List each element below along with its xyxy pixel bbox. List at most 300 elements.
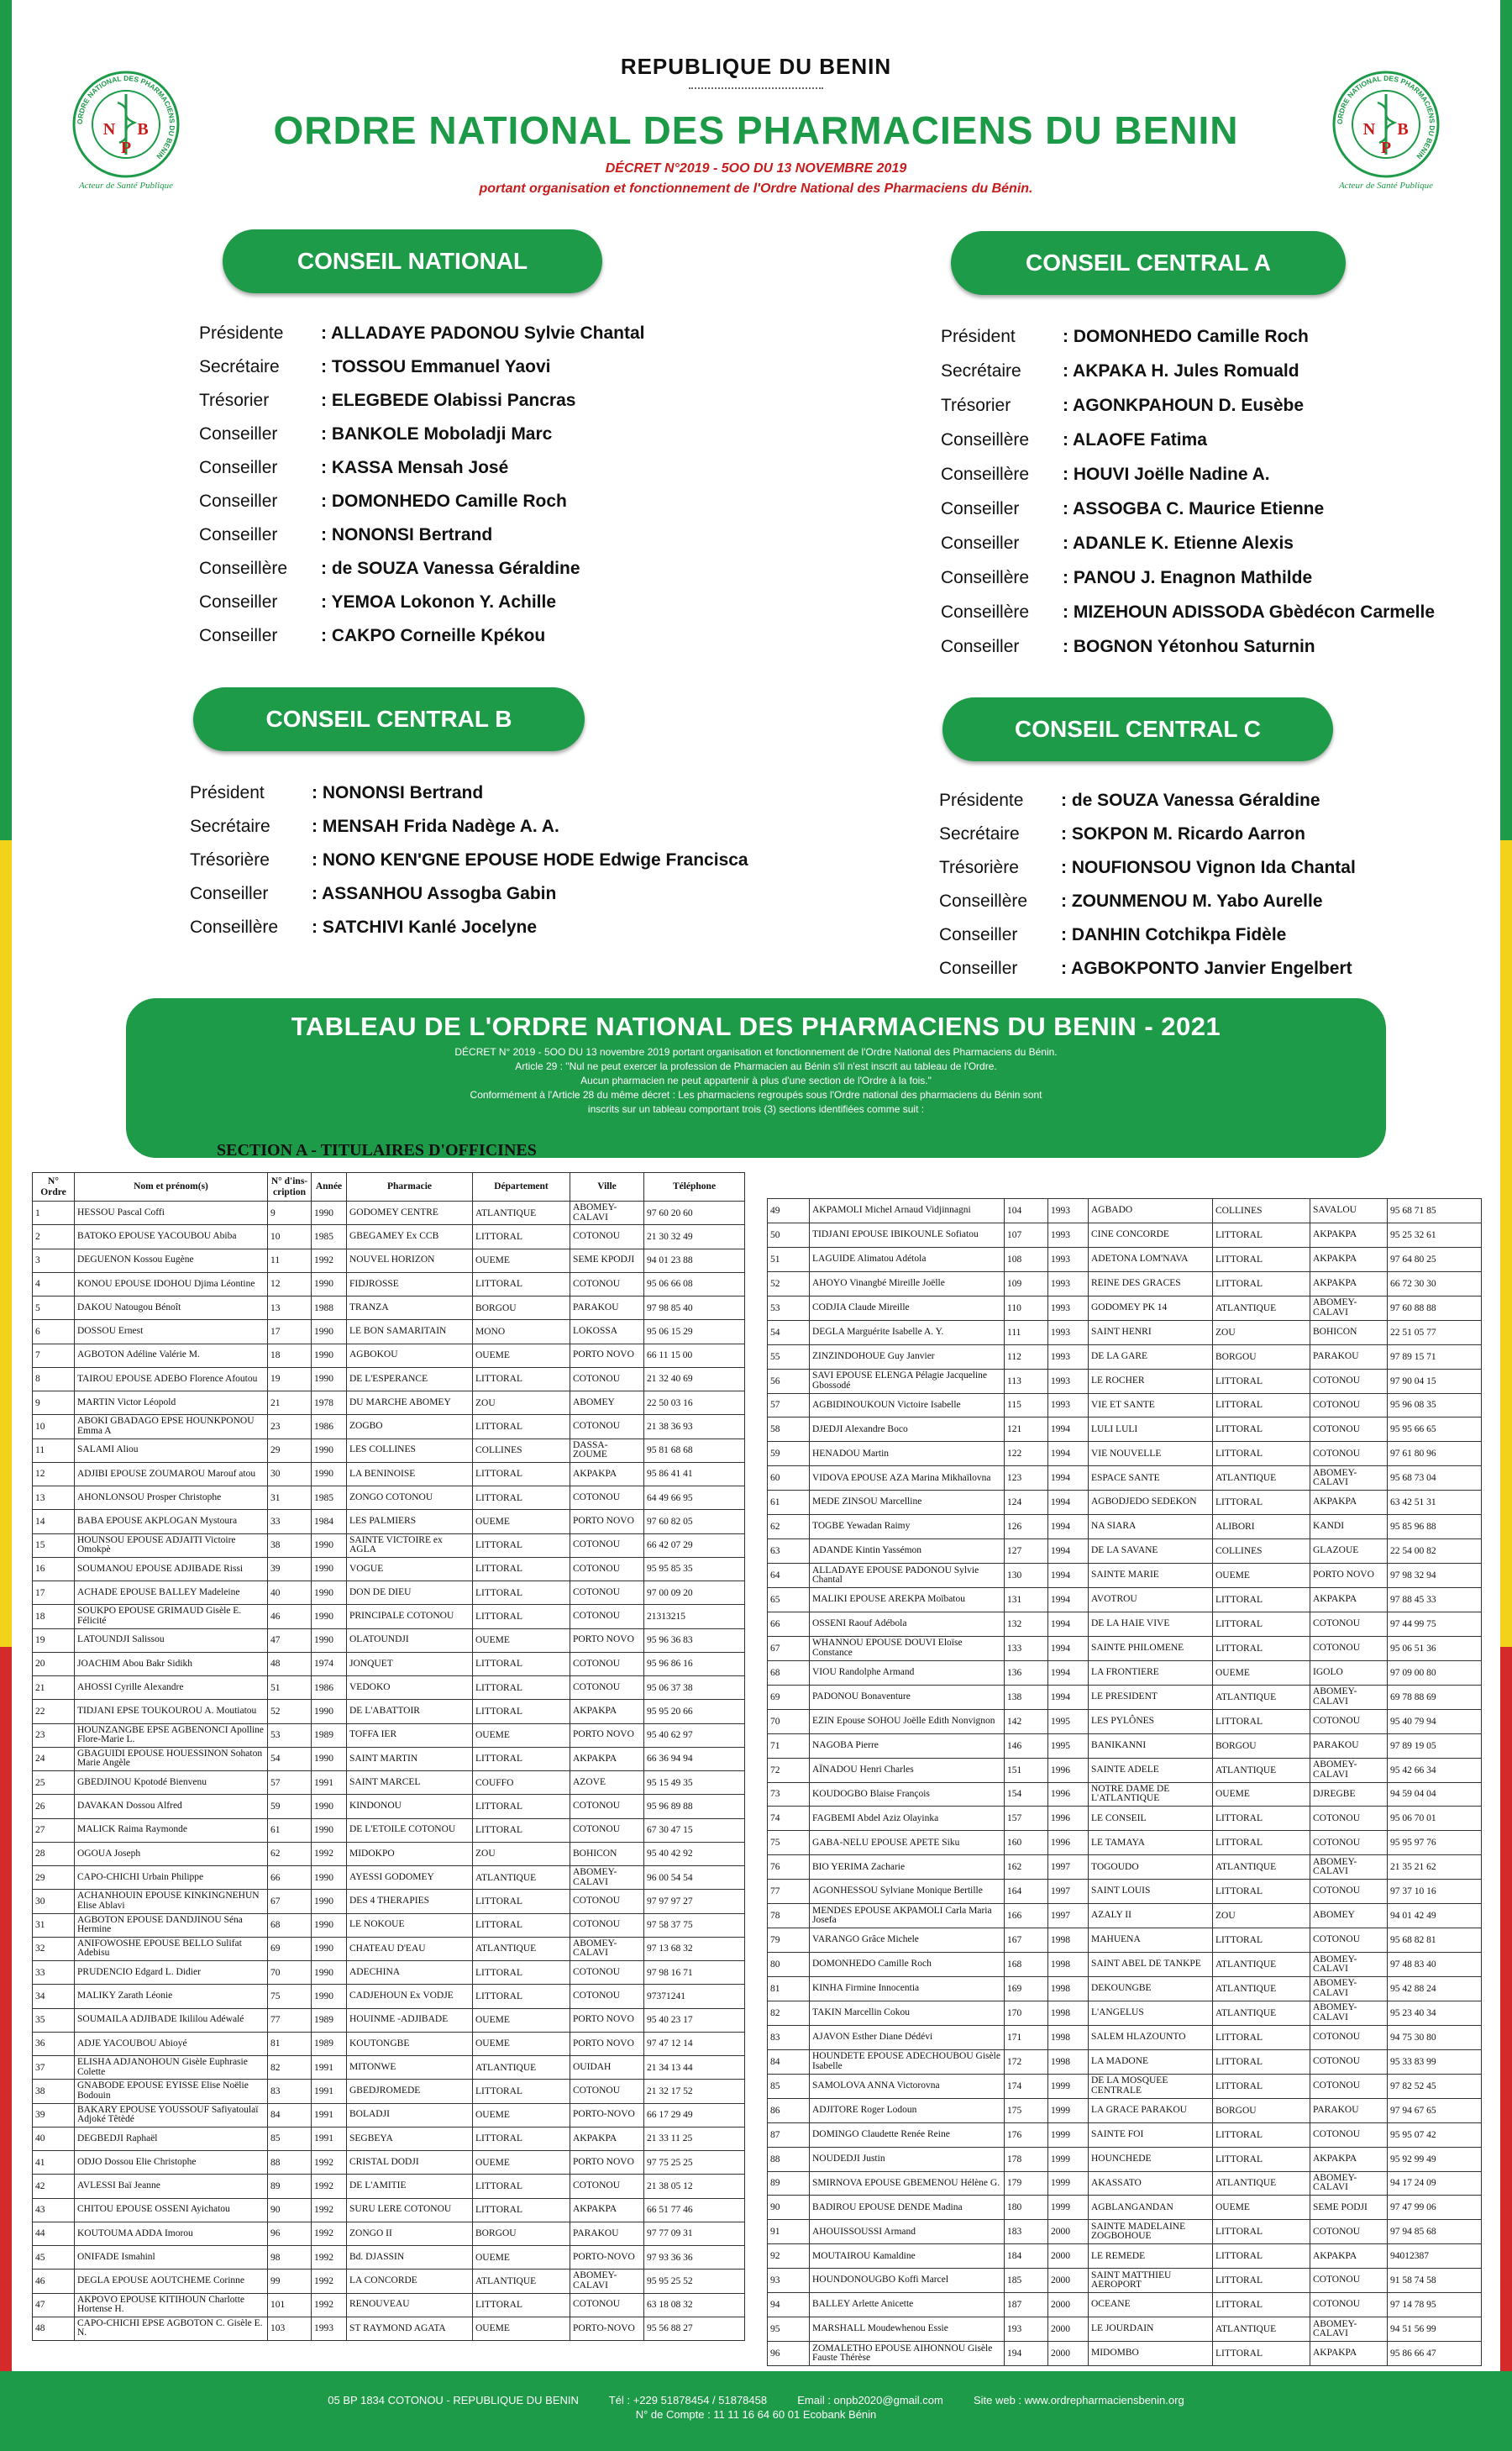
table-cell: 83	[268, 2080, 312, 2103]
table-cell: 1990	[312, 1913, 347, 1937]
table-cell: BORGOU	[1213, 1344, 1310, 1369]
member-name: : MIZEHOUN ADISSODA Gbèdécon Carmelle	[1063, 602, 1436, 622]
table-row	[768, 1782, 1482, 1807]
member-role: Conseiller	[941, 636, 1020, 656]
table-cell: SAINTE PHILOMENE	[1089, 1636, 1213, 1660]
table-cell: LITTORAL	[1213, 1612, 1310, 1636]
member-name: : ZOUNMENOU M. Yabo Aurelle	[1061, 892, 1323, 911]
table-cell: NOUDEDJI Justin	[810, 2147, 1005, 2171]
council-b-title: CONSEIL CENTRAL B	[193, 687, 585, 751]
table-cell: DE LA SAVANE	[1089, 1539, 1213, 1564]
table-cell: 1993	[1048, 1271, 1089, 1296]
table-cell: KANDI	[1310, 1515, 1388, 1539]
table-cell: 103	[268, 2317, 312, 2340]
table-cell: 21 38 36 93	[644, 1415, 745, 1439]
table-cell: 22 50 03 16	[644, 1391, 745, 1415]
member-role: Secrétaire	[939, 824, 1020, 844]
table-cell: COTONOU	[570, 1652, 644, 1675]
table-row	[768, 2147, 1482, 2171]
table-cell: KOUTOUMA ADDA Imorou	[75, 2222, 268, 2245]
table-row	[33, 1557, 745, 1581]
table-cell: 32	[33, 1937, 75, 1960]
table-cell: 66 11 15 00	[644, 1344, 745, 1367]
table-cell: LA CONCORDE	[347, 2270, 473, 2293]
table-cell: COTONOU	[1310, 2269, 1388, 2293]
member-name: : HOUVI Joëlle Nadine A.	[1063, 464, 1270, 484]
column-header: Téléphone	[644, 1173, 745, 1202]
table-cell: 95 96 36 83	[644, 1628, 745, 1652]
table-row	[33, 2175, 745, 2198]
table-cell: AGBADO	[1089, 1199, 1213, 1223]
table-cell: OUEME	[473, 2008, 570, 2032]
table-cell: AKASSATO	[1089, 2171, 1213, 2196]
table-cell: MAHUENA	[1089, 1928, 1213, 1953]
table-cell: ZONGO COTONOU	[347, 1486, 473, 1510]
table-cell: LITTORAL	[1213, 1223, 1310, 1247]
table-cell: 1996	[1048, 1758, 1089, 1782]
table-cell: ANIFOWOSHE EPOUSE BELLO Sulifat Adebisu	[75, 1937, 268, 1960]
table-cell: 1998	[1048, 1977, 1089, 2001]
table-row	[33, 1486, 745, 1510]
table-cell: HOUNZANGBE EPSE AGBENONCI Apolline Flore-Marie L.	[75, 1723, 268, 1747]
table-cell: 121	[1005, 1417, 1048, 1442]
table-cell: LA GRACE PARAKOU	[1089, 2098, 1213, 2122]
table-cell: ELISHA ADJANOHOUN Gisèle Euphrasie Colette	[75, 2056, 268, 2080]
table-cell: BORGOU	[473, 1297, 570, 1320]
member-role: Conseiller	[199, 424, 278, 444]
right-flag-stripe-yellow	[1500, 840, 1512, 1647]
table-cell: COTONOU	[1310, 1369, 1388, 1393]
table-cell: 95 23 40 34	[1388, 2001, 1482, 2025]
table-cell: 1992	[312, 2175, 347, 2198]
table-cell: 1992	[312, 1842, 347, 1865]
table-cell: ABOMEY-CALAVI	[1310, 1953, 1388, 1977]
table-cell: PARAKOU	[570, 1297, 644, 1320]
table-cell: 21 35 21 62	[1388, 1855, 1482, 1880]
table-cell: 107	[1005, 1223, 1048, 1247]
table-cell: 95 85 96 88	[1388, 1515, 1482, 1539]
table-cell: 88	[768, 2147, 810, 2171]
table-cell: 9	[268, 1202, 312, 1225]
left-flag-stripe-red	[0, 1647, 12, 2371]
table-cell: 1988	[312, 1297, 347, 1320]
table-cell: AZALY II	[1089, 1904, 1213, 1928]
table-cell: 95 06 51 36	[1388, 1636, 1482, 1660]
member-row	[199, 418, 644, 451]
table-cell: GBEGAMEY Ex CCB	[347, 1225, 473, 1249]
table-cell: LATOUNDJI Salissou	[75, 1628, 268, 1652]
table-cell: AHOYO Vinangbé Mireille Joëlle	[810, 1271, 1005, 1296]
section-title: SECTION A - TITULAIRES D'OFFICINES	[217, 1141, 537, 1160]
table-cell: LE NOKOUE	[347, 1913, 473, 1937]
table-cell: 1993	[1048, 1199, 1089, 1223]
table-cell: 2	[33, 1225, 75, 1249]
pharmacists-table-right	[767, 1198, 1482, 2366]
table-cell: COTONOU	[1310, 1612, 1388, 1636]
table-cell: LITTORAL	[1213, 2293, 1310, 2317]
table-cell: 36	[33, 2032, 75, 2055]
table-cell: 30	[33, 1890, 75, 1913]
table-cell: 95 95 20 66	[644, 1700, 745, 1723]
table-cell: LITTORAL	[473, 2127, 570, 2150]
table-row	[33, 2032, 745, 2055]
table-row	[768, 2269, 1482, 2293]
member-role: Conseiller	[941, 533, 1020, 553]
table-cell: LITTORAL	[1213, 2122, 1310, 2147]
table-cell: 68	[768, 1660, 810, 1685]
table-cell: LITTORAL	[1213, 1442, 1310, 1466]
table-cell: WHANNOU EPOUSE DOUVI Eloïse Constance	[810, 1636, 1005, 1660]
table-cell: AKPAKPA	[1310, 2147, 1388, 2171]
table-cell: 88	[268, 2151, 312, 2175]
table-cell: ABOMEY-CALAVI	[1310, 2317, 1388, 2342]
table-cell: 1999	[1048, 2098, 1089, 2122]
table-cell: 77	[268, 2008, 312, 2032]
table-cell: AVLESSI Baï Jeanne	[75, 2175, 268, 2198]
table-cell: TIDJANI EPOUSE IBIKOUNLE Sofiatou	[810, 1223, 1005, 1247]
table-cell: 1991	[312, 2080, 347, 2103]
table-cell: 170	[1005, 2001, 1048, 2025]
table-row	[33, 1795, 745, 1818]
table-cell: 175	[1005, 2098, 1048, 2122]
table-cell: OUEME	[473, 1628, 570, 1652]
table-row	[768, 2244, 1482, 2269]
banner-line: Conformément à l'Article 28 du même décret : Les pharmaciens regroupés sous l'Ordre national des pharmaciens du Bénin sont	[470, 1089, 1042, 1101]
table-cell: 53	[268, 1723, 312, 1747]
table-cell: 19	[268, 1367, 312, 1391]
table-cell: 127	[1005, 1539, 1048, 1564]
table-cell: 110	[1005, 1296, 1048, 1320]
table-cell: 1985	[312, 1225, 347, 1249]
table-cell: 14	[33, 1510, 75, 1533]
table-cell: 97 75 25 25	[644, 2151, 745, 2175]
table-cell: 10	[268, 1225, 312, 1249]
table-cell: 95 06 15 29	[644, 1320, 745, 1344]
member-role: Conseiller	[939, 925, 1018, 944]
table-cell: 1997	[1048, 1880, 1089, 1904]
table-cell: 1999	[1048, 2147, 1089, 2171]
table-cell: KINDONOU	[347, 1795, 473, 1818]
footer-contact: 05 BP 1834 COTONOU - REPUBLIQUE DU BENIN Tél : +229 51878454 / 51878458 Email : onpb2020@gmail.com Site web : www.ordrepharmaciensbenin.org	[328, 2394, 1184, 2406]
table-cell: Bd. DJASSIN	[347, 2246, 473, 2270]
table-cell: AKPOVO EPOUSE KITIHOUN Charlotte Hortense H.	[75, 2293, 268, 2317]
table-cell: 61	[268, 1818, 312, 1842]
table-cell: BALLEY Arlette Anicette	[810, 2293, 1005, 2317]
table-cell: 1997	[1048, 1904, 1089, 1928]
table-cell: 1991	[312, 2056, 347, 2080]
table-cell: 97 37 10 16	[1388, 1880, 1482, 1904]
table-cell: 1993	[1048, 1393, 1089, 1417]
table-cell: DAVAKAN Dossou Alfred	[75, 1795, 268, 1818]
table-cell: DJREGBE	[1310, 1782, 1388, 1807]
table-row	[768, 1344, 1482, 1369]
table-cell: 35	[33, 2008, 75, 2032]
table-cell: SOUMANOU EPOUSE ADJIBADE Rissi	[75, 1557, 268, 1581]
table-cell: CRISTAL DODJI	[347, 2151, 473, 2175]
table-cell: LITTORAL	[473, 1961, 570, 1985]
table-cell: 70	[268, 1961, 312, 1985]
table-cell: 52	[768, 1271, 810, 1296]
table-cell: AÏNADOU Henri Charles	[810, 1758, 1005, 1782]
table-cell: 66 36 94 94	[644, 1747, 745, 1770]
svg-text:ORDRE NATIONAL DES PHARMACIENS: ORDRE NATIONAL DES PHARMACIENS DU BENIN	[75, 73, 177, 161]
table-cell: AKPAKPA	[1310, 1271, 1388, 1296]
table-cell: ATLANTIQUE	[1213, 1758, 1310, 1782]
table-cell: LITTORAL	[473, 1225, 570, 1249]
table-cell: SAINT MARCEL	[347, 1771, 473, 1795]
svg-text:N: N	[1362, 120, 1376, 139]
member-name: : ALLADAYE PADONOU Sylvie Chantal	[321, 323, 645, 343]
table-row	[33, 1771, 745, 1795]
table-cell: ATLANTIQUE	[1213, 1977, 1310, 2001]
member-name: : DANHIN Cotchikpa Fidèle	[1061, 925, 1287, 944]
table-cell: KONOU EPOUSE IDOHOU Djima Léontine	[75, 1272, 268, 1296]
table-row	[768, 1393, 1482, 1417]
column-header: Département	[473, 1173, 570, 1202]
table-row	[768, 2001, 1482, 2025]
table-cell: 184	[1005, 2244, 1048, 2269]
table-cell: 2000	[1048, 2293, 1089, 2317]
table-cell: 160	[1005, 1831, 1048, 1855]
table-cell: PRINCIPALE COTONOU	[347, 1605, 473, 1628]
table-cell: 1	[33, 1202, 75, 1225]
table-cell: SAINTE MADELAINE ZOGBOHOUE	[1089, 2220, 1213, 2244]
member-name: : ASSANHOU Assogba Gabin	[312, 884, 557, 903]
table-cell: ADJE YACOUBOU Abioyé	[75, 2032, 268, 2055]
table-cell: COTONOU	[1310, 1417, 1388, 1442]
table-cell: ALLADAYE EPOUSE PADONOU Sylvie Chantal	[810, 1564, 1005, 1588]
table-cell: SAINT HENRI	[1089, 1320, 1213, 1344]
table-cell: 82	[768, 2001, 810, 2025]
table-cell: DE L'ESPERANCE	[347, 1367, 473, 1391]
table-cell: 92	[768, 2244, 810, 2269]
table-cell: 40	[268, 1581, 312, 1605]
decree-subtitle: portant organisation et fonctionnement de l'Ordre National des Pharmaciens du Bénin.	[479, 181, 1033, 196]
table-cell: 10	[33, 1415, 75, 1439]
table-cell: 2000	[1048, 2244, 1089, 2269]
table-cell: 33	[33, 1961, 75, 1985]
table-cell: 3	[33, 1249, 75, 1272]
member-name: : ELEGBEDE Olabissi Pancras	[321, 391, 576, 410]
table-cell: COTONOU	[570, 2293, 644, 2317]
table-cell: 48	[268, 1652, 312, 1675]
member-role: Présidente	[939, 791, 1024, 810]
table-cell: 1992	[312, 2198, 347, 2222]
table-cell: OUEME	[473, 2032, 570, 2055]
table-cell: 24	[33, 1747, 75, 1770]
table-cell: RENOUVEAU	[347, 2293, 473, 2317]
table-cell: DE LA HAIE VIVE	[1089, 1612, 1213, 1636]
table-cell: 58	[768, 1417, 810, 1442]
table-cell: 95 42 88 24	[1388, 1977, 1482, 2001]
table-cell: 17	[268, 1320, 312, 1344]
table-row	[33, 1818, 745, 1842]
table-cell: EZIN Epouse SOHOU Joëlle Edith Nonvignon	[810, 1709, 1005, 1733]
table-row	[33, 2127, 745, 2150]
table-cell: LITTORAL	[1213, 2342, 1310, 2366]
table-cell: ABOMEY	[570, 1391, 644, 1415]
table-cell: 1990	[312, 1581, 347, 1605]
table-cell: 69	[268, 1937, 312, 1960]
table-cell: 63	[768, 1539, 810, 1564]
table-cell: COTONOU	[1310, 2220, 1388, 2244]
table-row	[768, 1417, 1482, 1442]
table-cell: 89	[268, 2175, 312, 2198]
member-name: : NOUFIONSOU Vignon Ida Chantal	[1061, 858, 1356, 877]
table-cell: 112	[1005, 1344, 1048, 1369]
table-cell: 94 17 24 09	[1388, 2171, 1482, 2196]
table-cell: 1993	[1048, 1369, 1089, 1393]
table-cell: ATLANTIQUE	[1213, 1466, 1310, 1491]
table-cell: 1994	[1048, 1564, 1089, 1588]
table-row	[768, 1320, 1482, 1344]
member-row	[199, 552, 644, 586]
table-cell: 1990	[312, 1344, 347, 1367]
table-cell: 95 33 83 99	[1388, 2049, 1482, 2074]
table-cell: LES PALMIERS	[347, 1510, 473, 1533]
table-cell: 11	[268, 1249, 312, 1272]
svg-text:B: B	[1397, 120, 1409, 139]
table-cell: 1999	[1048, 2171, 1089, 2196]
table-cell: 95 68 82 81	[1388, 1928, 1482, 1953]
table-cell: COTONOU	[570, 1961, 644, 1985]
table-cell: TOGBE Yewadan Raimy	[810, 1515, 1005, 1539]
table-cell: 73	[768, 1782, 810, 1807]
table-cell: 97 00 09 20	[644, 1581, 745, 1605]
table-row	[768, 1515, 1482, 1539]
table-cell: 97 60 20 60	[644, 1202, 745, 1225]
table-cell: 17	[33, 1581, 75, 1605]
table-row	[768, 1491, 1482, 1515]
table-cell: 1990	[312, 1961, 347, 1985]
table-cell: ATLANTIQUE	[1213, 1296, 1310, 1320]
table-cell: 66 72 30 30	[1388, 1271, 1482, 1296]
table-cell: COTONOU	[1310, 1807, 1388, 1831]
table-cell: AHOSSI Cyrille Alexandre	[75, 1676, 268, 1700]
table-cell: 97 77 09 31	[644, 2222, 745, 2245]
member-row	[199, 485, 644, 518]
table-cell: IGOLO	[1310, 1660, 1388, 1685]
table-cell: NOUVEL HORIZON	[347, 1249, 473, 1272]
banner-line: Article 29 : "Nul ne peut exercer la profession de Pharmacien au Bénin s'il n'est inscrit au tableau de l'Ordre.	[515, 1060, 997, 1072]
table-cell: SAINT MATTHIEU AEROPORT	[1089, 2269, 1213, 2293]
table-row	[768, 2293, 1482, 2317]
table-header-row	[33, 1173, 745, 1202]
table-cell: 47	[33, 2293, 75, 2317]
table-cell: MARTIN Victor Léopold	[75, 1391, 268, 1415]
table-cell: LITTORAL	[1213, 1831, 1310, 1855]
table-cell: 45	[33, 2246, 75, 2270]
table-cell: SAINT MARTIN	[347, 1747, 473, 1770]
right-flag-stripe-red	[1500, 1647, 1512, 2371]
svg-text:N: N	[102, 120, 116, 139]
table-cell: MOUTAIROU Kamaldine	[810, 2244, 1005, 2269]
table-cell: 1990	[312, 1320, 347, 1344]
table-cell: 71	[768, 1733, 810, 1758]
table-cell: ODJO Dossou Elie Christophe	[75, 2151, 268, 2175]
table-cell: COTONOU	[570, 1890, 644, 1913]
page-header	[0, 0, 1512, 210]
table-cell: 1990	[312, 1937, 347, 1960]
table-cell: 12	[268, 1272, 312, 1296]
table-cell: 57	[268, 1771, 312, 1795]
member-row	[941, 354, 1435, 388]
table-cell: OLATOUNDJI	[347, 1628, 473, 1652]
table-cell: 97 64 80 25	[1388, 1247, 1482, 1271]
table-cell: 142	[1005, 1709, 1048, 1733]
table-cell: 167	[1005, 1928, 1048, 1953]
table-cell: LITTORAL	[1213, 1636, 1310, 1660]
member-role: Conseiller	[199, 525, 278, 544]
table-cell: 1990	[312, 1747, 347, 1770]
table-cell: SOUKPO EPOUSE GRIMAUD Gisèle E. Félicité	[75, 1605, 268, 1628]
column-header: Pharmacie	[347, 1173, 473, 1202]
table-cell: 84	[268, 2103, 312, 2127]
table-cell: MITONWE	[347, 2056, 473, 2080]
table-cell: DE L'AMITIE	[347, 2175, 473, 2198]
table-cell: ABOMEY-CALAVI	[570, 1937, 644, 1960]
table-cell: 54	[768, 1320, 810, 1344]
table-cell: 67 30 47 15	[644, 1818, 745, 1842]
table-cell: LITTORAL	[473, 1462, 570, 1486]
table-cell: COTONOU	[1310, 2293, 1388, 2317]
table-cell: ZINZINDOHOUE Guy Janvier	[810, 1344, 1005, 1369]
table-cell: 1994	[1048, 1685, 1089, 1709]
table-cell: AHONLONSOU Prosper Christophe	[75, 1486, 268, 1510]
table-cell: ACHANHOUIN EPOUSE KINKINGNEHUN Elise Ablavi	[75, 1890, 268, 1913]
council-national-title: CONSEIL NATIONAL	[223, 229, 602, 293]
table-cell: LOKOSSA	[570, 1320, 644, 1344]
table-cell: COTONOU	[1310, 1393, 1388, 1417]
column-header: Année	[312, 1173, 347, 1202]
table-row	[768, 1442, 1482, 1466]
table-cell: 176	[1005, 2122, 1048, 2147]
table-cell: 1994	[1048, 1612, 1089, 1636]
table-cell: COLLINES	[473, 1439, 570, 1462]
table-cell: PARAKOU	[1310, 1344, 1388, 1369]
table-cell: 62	[268, 1842, 312, 1865]
table-row	[33, 2151, 745, 2175]
table-cell: OUEME	[473, 1723, 570, 1747]
table-cell: AKPAKPA	[570, 1462, 644, 1486]
member-row	[199, 586, 644, 619]
table-cell: LITTORAL	[473, 1605, 570, 1628]
table-cell: 13	[268, 1297, 312, 1320]
member-name: : TOSSOU Emmanuel Yaovi	[321, 357, 551, 376]
table-cell: 83	[768, 2025, 810, 2049]
table-cell: COTONOU	[1310, 1831, 1388, 1855]
member-name: : DOMONHEDO Camille Roch	[321, 492, 567, 511]
table-cell: PRUDENCIO Edgard L. Didier	[75, 1961, 268, 1985]
table-cell: COTONOU	[570, 1581, 644, 1605]
table-cell: COTONOU	[1310, 1442, 1388, 1466]
table-cell: 1993	[1048, 1223, 1089, 1247]
table-cell: PARAKOU	[1310, 2098, 1388, 2122]
table-cell: 95 06 66 08	[644, 1272, 745, 1296]
table-cell: 78	[768, 1904, 810, 1928]
member-role: Conseiller	[190, 884, 269, 903]
table-row	[33, 1439, 745, 1462]
member-role: Président	[190, 783, 265, 802]
table-cell: 122	[1005, 1442, 1048, 1466]
table-cell: SAMOLOVA ANNA Victorovna	[810, 2074, 1005, 2098]
table-cell: MARSHALL Moudewhenou Essie	[810, 2317, 1005, 2342]
table-cell: COTONOU	[570, 1985, 644, 2008]
table-cell: ADJITORE Roger Lodoun	[810, 2098, 1005, 2122]
table-cell: TOGOUDO	[1089, 1855, 1213, 1880]
table-cell: 1990	[312, 1818, 347, 1842]
table-cell: 67	[268, 1890, 312, 1913]
